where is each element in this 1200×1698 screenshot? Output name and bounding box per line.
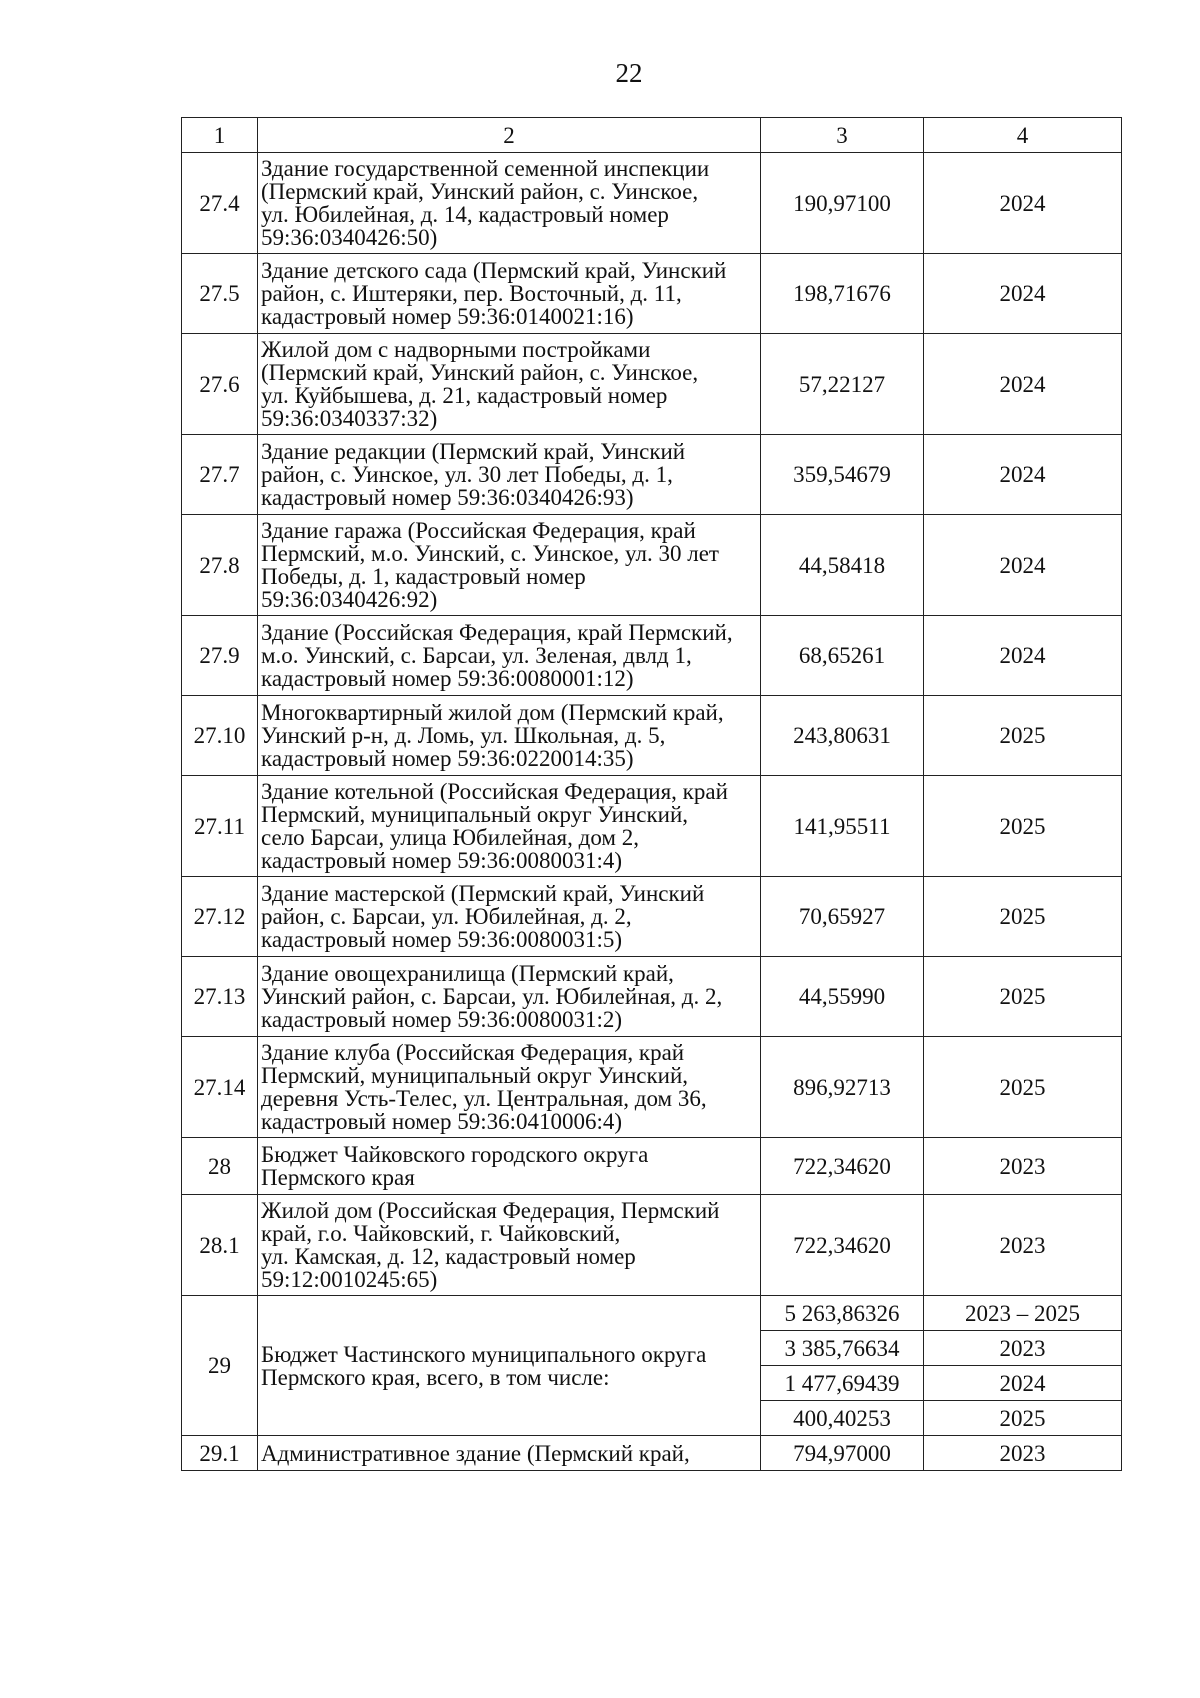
description-line: Здание клуба (Российская Федерация, край bbox=[261, 1040, 685, 1065]
description-line: край, г.о. Чайковский, г. Чайковский, bbox=[261, 1221, 621, 1246]
description-line: Здание (Российская Федерация, край Пермский, bbox=[261, 620, 733, 645]
description-line: (Пермский край, Уинский район, с. Уинское, bbox=[261, 179, 699, 204]
amount-cell: 57,22127 bbox=[761, 334, 924, 435]
description-cell bbox=[258, 254, 761, 334]
year-cell: 2023 bbox=[924, 1331, 1122, 1366]
row-number: 28.1 bbox=[182, 1195, 258, 1296]
description-line: Многоквартирный жилой дом (Пермский край, bbox=[261, 700, 724, 725]
table-row bbox=[182, 1296, 1122, 1331]
amount-cell: 243,80631 bbox=[761, 696, 924, 776]
row-number: 27.14 bbox=[182, 1037, 258, 1138]
description-line: село Барсаи, улица Юбилейная, дом 2, bbox=[261, 825, 639, 850]
description-line: район, с. Барсаи, ул. Юбилейная, д. 2, bbox=[261, 904, 632, 929]
description-line: кадастровый номер 59:36:0080001:12) bbox=[261, 666, 634, 691]
header-row bbox=[182, 118, 1122, 153]
year-cell: 2024 bbox=[924, 435, 1122, 515]
table-row bbox=[182, 1037, 1122, 1138]
amount-cell: 359,54679 bbox=[761, 435, 924, 515]
description-line: Здание редакции (Пермский край, Уинский bbox=[261, 439, 686, 464]
row-number: 29 bbox=[182, 1296, 258, 1436]
description-line: ул. Куйбышева, д. 21, кадастровый номер bbox=[261, 383, 668, 408]
amount-cell: 5 263,86326 bbox=[761, 1296, 924, 1331]
amount-cell: 190,97100 bbox=[761, 153, 924, 254]
table-row bbox=[182, 1138, 1122, 1195]
description-cell bbox=[258, 435, 761, 515]
amount-cell: 722,34620 bbox=[761, 1138, 924, 1195]
row-number: 27.12 bbox=[182, 877, 258, 957]
description-line: Здание государственной семенной инспекции bbox=[261, 156, 710, 181]
table-row bbox=[182, 435, 1122, 515]
description-line: м.о. Уинский, с. Барсаи, ул. Зеленая, двлд 1, bbox=[261, 643, 692, 668]
description-line: Пермский, муниципальный округ Уинский, bbox=[261, 802, 689, 827]
description-cell bbox=[258, 1436, 761, 1471]
description-line: Бюджет Чайковского городского округа bbox=[261, 1142, 649, 1167]
description-line: Пермский, м.о. Уинский, с. Уинское, ул. 30 лет bbox=[261, 541, 719, 566]
row-number: 28 bbox=[182, 1138, 258, 1195]
description-line: Здание котельной (Российская Федерация, край bbox=[261, 779, 728, 804]
description-line: Здание мастерской (Пермский край, Уинский bbox=[261, 881, 705, 906]
amount-cell: 794,97000 bbox=[761, 1436, 924, 1471]
description-line: кадастровый номер 59:36:0220014:35) bbox=[261, 746, 634, 771]
description-line: Жилой дом (Российская Федерация, Пермский bbox=[261, 1198, 720, 1223]
year-cell: 2024 bbox=[924, 254, 1122, 334]
amount-cell: 896,92713 bbox=[761, 1037, 924, 1138]
row-number: 27.13 bbox=[182, 957, 258, 1037]
table-row bbox=[182, 153, 1122, 254]
table-row bbox=[182, 616, 1122, 696]
description-line: Жилой дом с надворными постройками bbox=[261, 337, 651, 362]
description-line: район, с. Уинское, ул. 30 лет Победы, д. 1, bbox=[261, 462, 673, 487]
description-line: Уинский р-н, д. Ломь, ул. Школьная, д. 5, bbox=[261, 723, 666, 748]
description-cell bbox=[258, 877, 761, 957]
year-cell: 2025 bbox=[924, 1037, 1122, 1138]
table-row bbox=[182, 877, 1122, 957]
row-number: 27.6 bbox=[182, 334, 258, 435]
table-row bbox=[182, 334, 1122, 435]
description-cell bbox=[258, 515, 761, 616]
description-cell bbox=[258, 616, 761, 696]
description-line: деревня Усть-Телес, ул. Центральная, дом 36, bbox=[261, 1086, 707, 1111]
description-line: ул. Камская, д. 12, кадастровый номер bbox=[261, 1244, 636, 1269]
amount-cell: 70,65927 bbox=[761, 877, 924, 957]
row-number: 27.10 bbox=[182, 696, 258, 776]
description-line: Победы, д. 1, кадастровый номер bbox=[261, 564, 586, 589]
year-cell: 2024 bbox=[924, 616, 1122, 696]
column-header: 3 bbox=[761, 118, 924, 153]
year-cell: 2024 bbox=[924, 153, 1122, 254]
table-row bbox=[182, 957, 1122, 1037]
description-cell bbox=[258, 776, 761, 877]
description-line: кадастровый номер 59:36:0340426:93) bbox=[261, 485, 634, 510]
amount-cell: 198,71676 bbox=[761, 254, 924, 334]
row-number: 27.4 bbox=[182, 153, 258, 254]
amount-cell: 1 477,69439 bbox=[761, 1366, 924, 1401]
description-line: Бюджет Частинского муниципального округа bbox=[261, 1341, 707, 1367]
row-number: 27.8 bbox=[182, 515, 258, 616]
year-cell: 2023 bbox=[924, 1195, 1122, 1296]
description-line: кадастровый номер 59:36:0080031:5) bbox=[261, 927, 623, 952]
description-cell bbox=[258, 1195, 761, 1296]
row-number: 27.7 bbox=[182, 435, 258, 515]
page-number: 22 bbox=[615, 58, 643, 88]
amount-cell: 400,40253 bbox=[761, 1401, 924, 1436]
table-row bbox=[182, 515, 1122, 616]
description-line: Пермский, муниципальный округ Уинский, bbox=[261, 1063, 689, 1088]
description-cell bbox=[258, 1296, 761, 1436]
year-cell: 2025 bbox=[924, 877, 1122, 957]
amount-cell: 44,58418 bbox=[761, 515, 924, 616]
table-row bbox=[182, 1436, 1122, 1471]
year-cell: 2024 bbox=[924, 515, 1122, 616]
description-line: 59:36:0340426:92) bbox=[261, 587, 438, 612]
year-cell: 2024 bbox=[924, 1366, 1122, 1401]
description-cell bbox=[258, 1037, 761, 1138]
year-cell: 2024 bbox=[924, 334, 1122, 435]
table-row bbox=[182, 254, 1122, 334]
year-cell: 2023 bbox=[924, 1436, 1122, 1471]
description-line: (Пермский край, Уинский район, с. Уинское, bbox=[261, 360, 699, 385]
description-cell bbox=[258, 957, 761, 1037]
row-number: 27.11 bbox=[182, 776, 258, 877]
column-header: 1 bbox=[182, 118, 258, 153]
description-line: ул. Юбилейная, д. 14, кадастровый номер bbox=[261, 202, 669, 227]
description-line: район, с. Иштеряки, пер. Восточный, д. 11, bbox=[261, 281, 682, 306]
description-line: Здание детского сада (Пермский край, Уинский bbox=[261, 258, 727, 283]
year-cell: 2025 bbox=[924, 776, 1122, 877]
description-line: кадастровый номер 59:36:0410006:4) bbox=[261, 1109, 623, 1134]
table-row bbox=[182, 776, 1122, 877]
description-line: кадастровый номер 59:36:0140021:16) bbox=[261, 304, 634, 329]
amount-cell: 722,34620 bbox=[761, 1195, 924, 1296]
amount-cell: 141,95511 bbox=[761, 776, 924, 877]
table-row bbox=[182, 696, 1122, 776]
amount-cell: 3 385,76634 bbox=[761, 1331, 924, 1366]
budget-table bbox=[181, 117, 1122, 1471]
year-cell: 2023 – 2025 bbox=[924, 1296, 1122, 1331]
amount-cell: 68,65261 bbox=[761, 616, 924, 696]
year-cell: 2025 bbox=[924, 1401, 1122, 1436]
amount-cell: 44,55990 bbox=[761, 957, 924, 1037]
description-line: Уинский район, с. Барсаи, ул. Юбилейная, д. 2, bbox=[261, 984, 723, 1009]
table-row bbox=[182, 1195, 1122, 1296]
table-body bbox=[182, 118, 1122, 1471]
description-line: Пермского края, всего, в том числе: bbox=[261, 1364, 610, 1390]
row-number: 27.5 bbox=[182, 254, 258, 334]
year-cell: 2025 bbox=[924, 957, 1122, 1037]
description-line: 59:36:0340426:50) bbox=[261, 225, 438, 250]
description-line: 59:36:0340337:32) bbox=[261, 406, 438, 431]
row-number: 27.9 bbox=[182, 616, 258, 696]
column-header: 4 bbox=[924, 118, 1122, 153]
row-number: 29.1 bbox=[182, 1436, 258, 1471]
description-line: кадастровый номер 59:36:0080031:4) bbox=[261, 848, 623, 873]
description-cell bbox=[258, 696, 761, 776]
description-line: Здание гаража (Российская Федерация, край bbox=[261, 518, 696, 543]
description-line: 59:12:0010245:65) bbox=[261, 1267, 438, 1292]
year-cell: 2025 bbox=[924, 696, 1122, 776]
description-cell bbox=[258, 153, 761, 254]
description-line: Пермского края bbox=[261, 1165, 415, 1190]
description-cell bbox=[258, 1138, 761, 1195]
description-line: кадастровый номер 59:36:0080031:2) bbox=[261, 1007, 623, 1032]
description-line: Административное здание (Пермский край, bbox=[261, 1440, 690, 1466]
column-header: 2 bbox=[258, 118, 761, 153]
description-line: Здание овощехранилища (Пермский край, bbox=[261, 961, 674, 986]
year-cell: 2023 bbox=[924, 1138, 1122, 1195]
description-cell bbox=[258, 334, 761, 435]
